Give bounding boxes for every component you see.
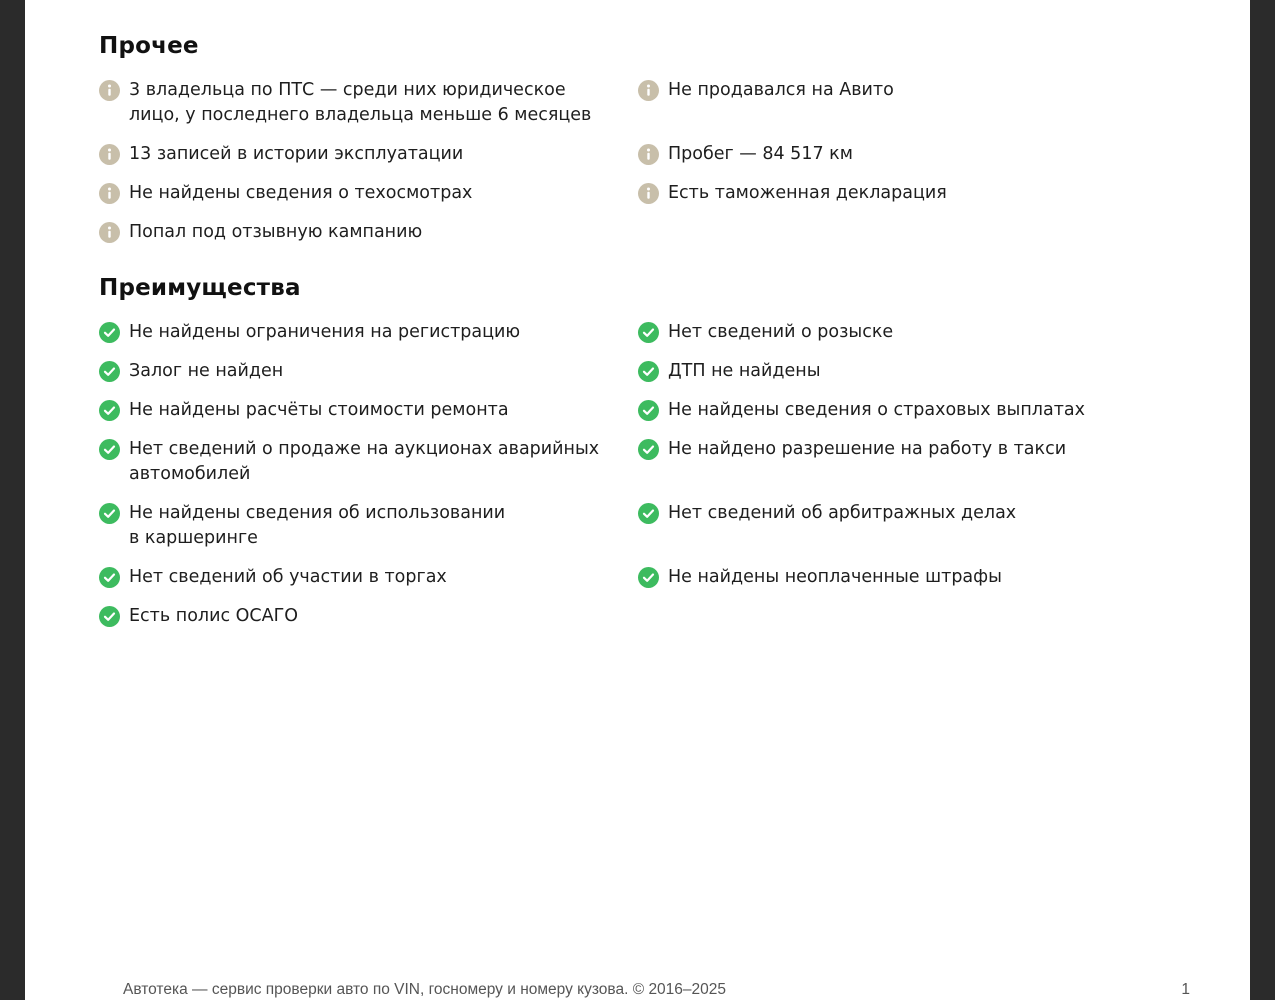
list-item: Залог не найден	[99, 359, 638, 384]
check-circle-icon	[638, 322, 659, 343]
check-circle-icon	[638, 567, 659, 588]
info-icon	[99, 183, 120, 204]
list-item: Не найдены неоплаченные штрафы	[638, 565, 1129, 590]
page-number: 1	[1181, 981, 1190, 998]
check-circle-icon	[99, 439, 120, 460]
list-item: Не найдены сведения об использовании в каршеринге	[99, 501, 638, 551]
section-title-advantages: Преимущества	[99, 275, 301, 301]
list-item: 3 владельца по ПТС — среди них юридическое лицо, у последнего владельца меньше 6 месяцев	[99, 78, 638, 128]
list-item: Пробег — 84 517 км	[638, 142, 1129, 167]
check-circle-icon	[99, 567, 120, 588]
section-title-other: Прочее	[99, 33, 199, 59]
list-item: Нет сведений об участии в торгах	[99, 565, 638, 590]
info-icon	[99, 144, 120, 165]
list-item: Не найдено разрешение на работу в такси	[638, 437, 1129, 487]
check-circle-icon	[638, 439, 659, 460]
footer-text: Автотека — сервис проверки авто по VIN, госномеру и номеру кузова. © 2016–2025	[123, 981, 727, 998]
list-item: ДТП не найдены	[638, 359, 1129, 384]
list-item: Не продавался на Авито	[638, 78, 1129, 128]
check-circle-icon	[99, 503, 120, 524]
list-item: Не найдены ограничения на регистрацию	[99, 320, 638, 345]
check-circle-icon	[99, 322, 120, 343]
info-icon	[638, 144, 659, 165]
page-footer	[123, 981, 1190, 999]
check-circle-icon	[99, 606, 120, 627]
list-item: Не найдены сведения о техосмотрах	[99, 181, 638, 206]
info-icon	[638, 80, 659, 101]
list-item: Попал под отзывную кампанию	[99, 220, 638, 245]
report-page	[25, 0, 1250, 1000]
check-circle-icon	[99, 400, 120, 421]
list-item: Нет сведений о розыске	[638, 320, 1129, 345]
info-icon	[99, 80, 120, 101]
check-circle-icon	[638, 400, 659, 421]
info-icon	[638, 183, 659, 204]
list-item: 13 записей в истории эксплуатации	[99, 142, 638, 167]
list-item: Не найдены сведения о страховых выплатах	[638, 398, 1129, 423]
list-item: Есть полис ОСАГО	[99, 604, 638, 629]
info-icon	[99, 222, 120, 243]
check-circle-icon	[638, 503, 659, 524]
advantages-list	[99, 320, 1129, 629]
check-circle-icon	[99, 361, 120, 382]
list-item: Не найдены расчёты стоимости ремонта	[99, 398, 638, 423]
list-item: Есть таможенная декларация	[638, 181, 1129, 206]
check-circle-icon	[638, 361, 659, 382]
list-item: Нет сведений о продаже на аукционах аварийных автомобилей	[99, 437, 638, 487]
list-item: Нет сведений об арбитражных делах	[638, 501, 1129, 551]
other-list	[99, 78, 1129, 245]
